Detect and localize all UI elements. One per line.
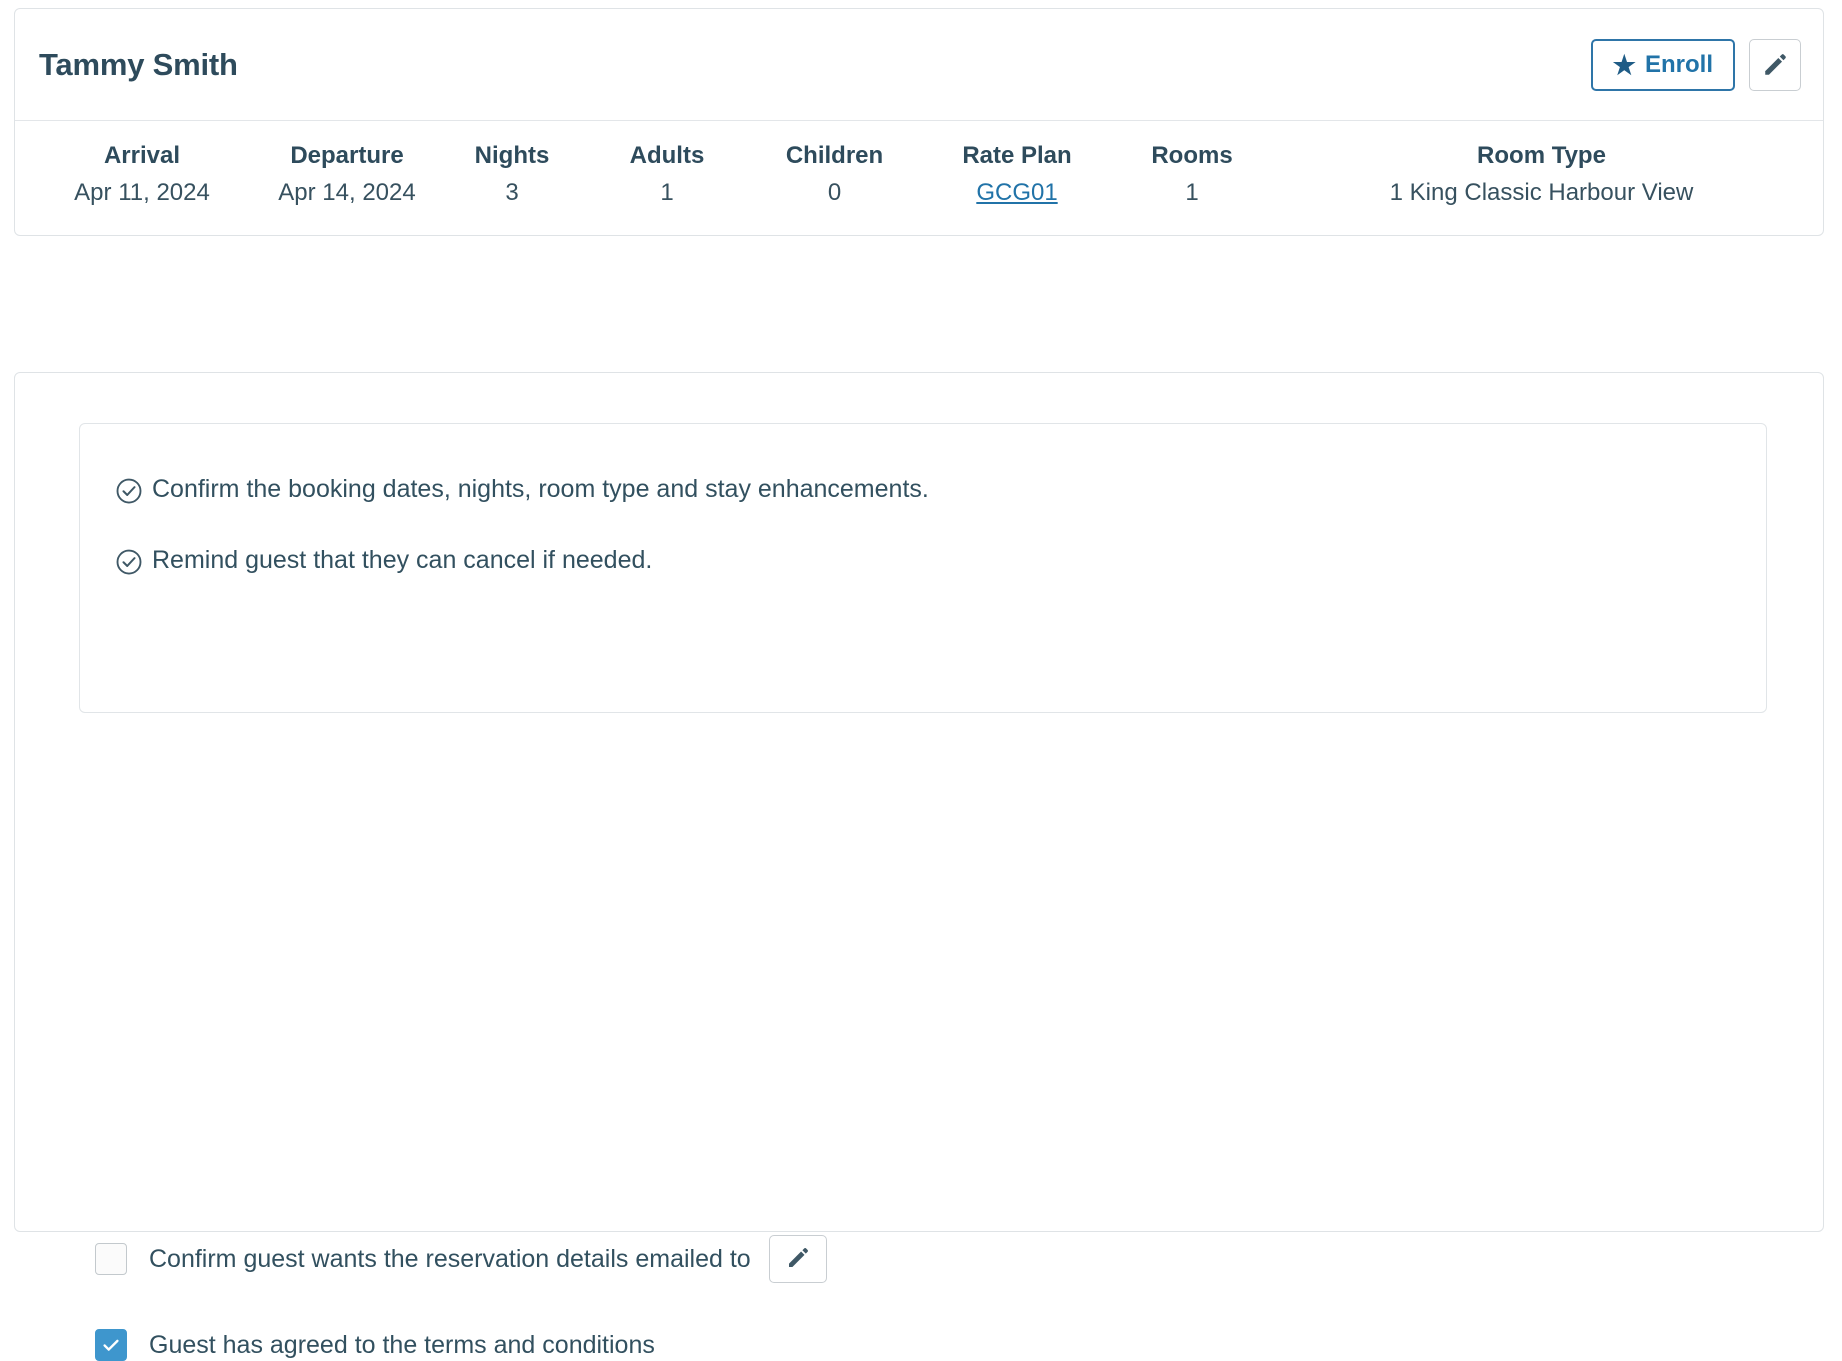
detail-children-label: Children [785, 142, 884, 169]
pencil-icon [1762, 52, 1788, 78]
list-item [114, 545, 1766, 582]
detail-room-type [1272, 137, 1811, 213]
rate-plan-link[interactable]: GCG01 [976, 179, 1058, 207]
email-confirmation-row [95, 1235, 827, 1283]
terms-agreed-label: Guest has agreed to the terms and conditions [149, 1330, 655, 1359]
confirm-email-checkbox[interactable] [95, 1243, 127, 1275]
detail-rooms-value: 1 [1185, 179, 1199, 207]
edit-reservation-button[interactable] [1749, 39, 1801, 91]
detail-arrival-value: Apr 11, 2024 [74, 179, 210, 207]
pencil-icon [786, 1246, 810, 1273]
reservation-header [15, 9, 1823, 121]
detail-adults-value: 1 [660, 179, 674, 207]
detail-departure-label: Departure [290, 142, 404, 169]
checkmark-icon [100, 1334, 122, 1356]
detail-rate-plan-value [928, 174, 1106, 212]
detail-rate-plan-label: Rate Plan [962, 142, 1072, 169]
terms-agreement-row [95, 1329, 655, 1361]
edit-email-button[interactable] [769, 1235, 827, 1283]
terms-agreed-checkbox[interactable] [95, 1329, 127, 1361]
detail-arrival [27, 137, 257, 213]
detail-children-value: 0 [827, 179, 842, 207]
detail-room-type-value: 1 King Classic Harbour View [1389, 179, 1694, 207]
note-text: Remind guest that they can cancel if needed. [152, 546, 653, 574]
check-circle-icon [114, 476, 144, 511]
confirmation-panel [14, 372, 1824, 1359]
detail-departure [257, 137, 437, 213]
detail-room-type-label: Room Type [1477, 142, 1606, 169]
detail-children [747, 137, 922, 213]
check-circle-icon [114, 547, 144, 582]
detail-rooms-label: Rooms [1151, 142, 1233, 169]
script-notes-box [79, 423, 1767, 713]
detail-nights-value: 3 [505, 179, 519, 207]
detail-adults [587, 137, 747, 213]
confirm-email-label: Confirm guest wants the reservation details emailed to [149, 1244, 751, 1273]
list-item [114, 474, 1766, 511]
reservation-details [15, 121, 1823, 235]
detail-arrival-label: Arrival [103, 142, 181, 169]
header-actions [1591, 39, 1801, 91]
detail-rate-plan [922, 137, 1112, 213]
note-text: Confirm the booking dates, nights, room type and stay enhancements. [152, 475, 929, 503]
detail-rooms [1112, 137, 1272, 213]
page-title: Tammy Smith [39, 46, 238, 82]
detail-departure-value: Apr 14, 2024 [278, 179, 416, 207]
enroll-button-label: Enroll [1644, 50, 1713, 78]
reservation-summary-card [14, 8, 1824, 236]
detail-nights-label: Nights [474, 142, 550, 169]
detail-nights [437, 137, 587, 213]
enroll-button[interactable] [1591, 39, 1735, 91]
detail-adults-label: Adults [629, 142, 705, 169]
star-icon: ★ [1612, 49, 1636, 80]
